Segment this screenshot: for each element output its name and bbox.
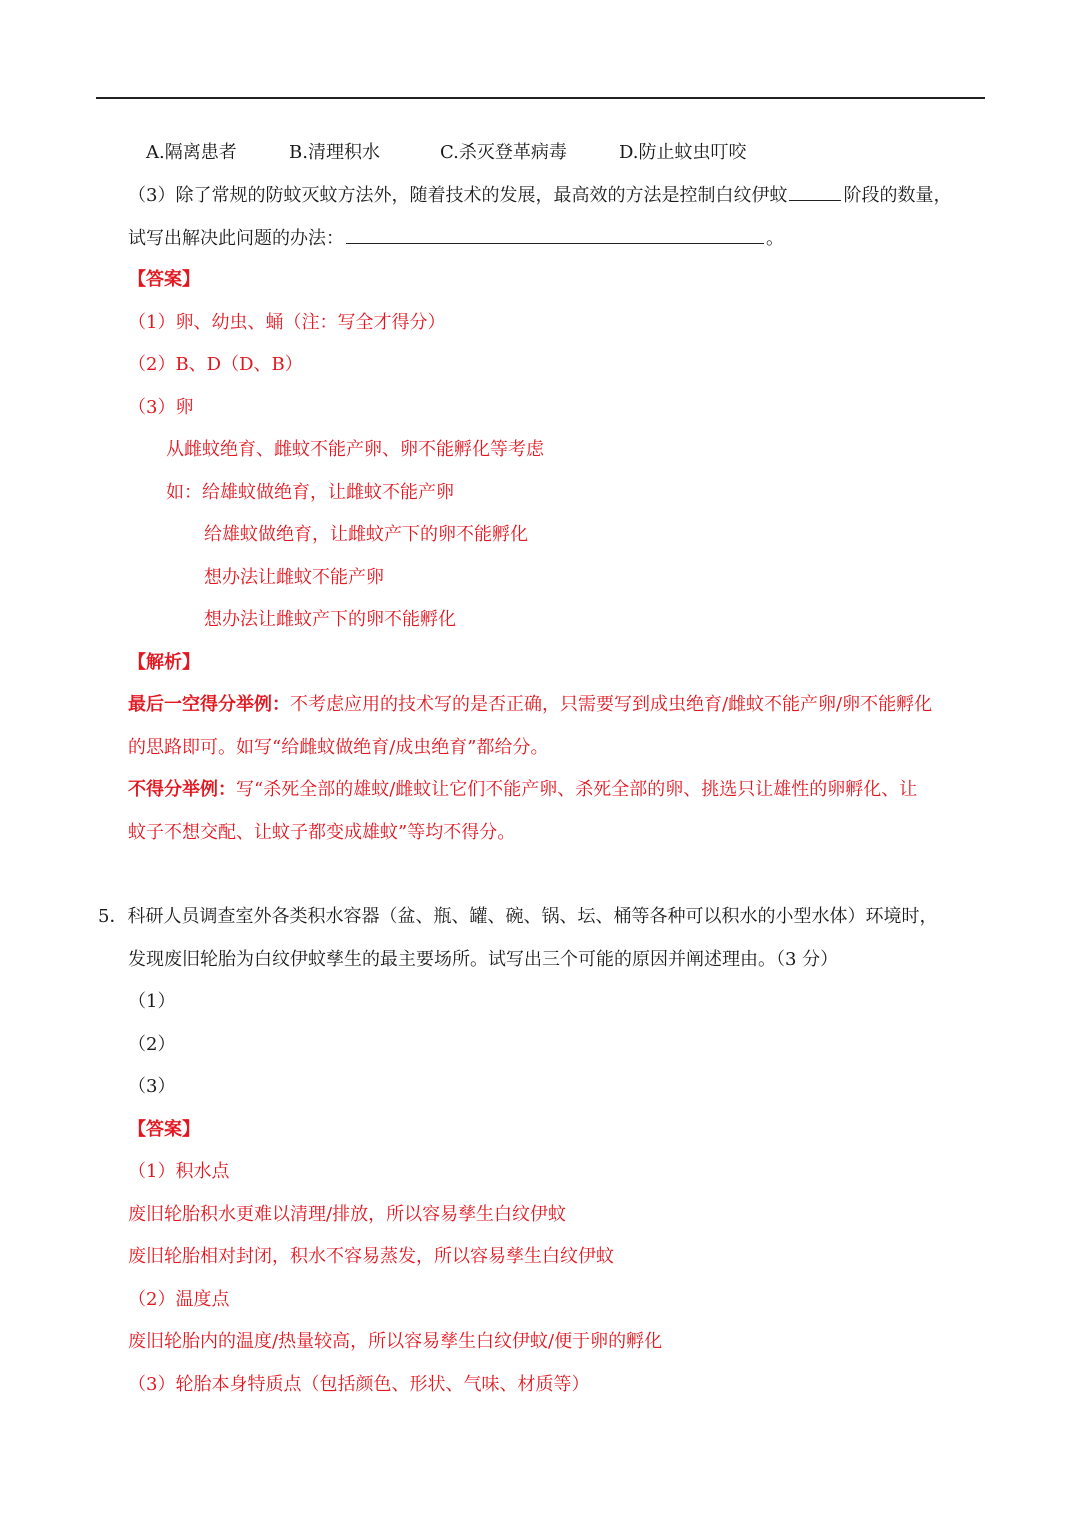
option-b: B.清理积水 [289,142,380,163]
q4-answer-header: 【答案】 [128,269,200,290]
q5-answer-header: 【答案】 [128,1119,200,1140]
q4-analysis-noscore-line2: 蚊子不想交配、让蚊子都变成雄蚊”等均不得分。 [128,822,516,843]
option-d: D.防止蚊虫叮咬 [619,142,747,163]
q5-answer-2-title: （2）温度点 [128,1289,230,1310]
q5-part-1: （1） [128,991,176,1012]
q4-part3-text-c: 试写出解决此问题的办法： [128,228,344,249]
q5-answer-1-title: （1）积水点 [128,1161,230,1182]
noscore-example-label: 不得分举例： [128,779,236,800]
q4-answer-3: （3）卵 [128,397,194,418]
q5-part-2: （2） [128,1034,176,1055]
q4-answer-2: （2）B、D（D、B） [128,354,303,375]
q4-analysis-score-line2: 的思路即可。如写“给雌蚊做绝育/成虫绝育”都给分。 [128,737,549,758]
q5-answer-3-title: （3）轮胎本身特质点（包括颜色、形状、气味、材质等） [128,1374,590,1395]
q4-part3-line1 [128,182,951,209]
q4-answer-1: （1）卵、幼虫、蛹（注：写全才得分） [128,312,446,333]
q5-question-line2: 发现废旧轮胎为白纹伊蚊孳生的最主要场所。试写出三个可能的原因并阐述理由。（3 分） [128,949,839,970]
q4-analysis-score-line1 [128,692,932,718]
q4-part3-text-a: （3）除了常规的防蚊灭蚊方法外，随着技术的发展，最高效的方法是控制白纹伊蚊 [128,185,788,206]
q4-analysis-header: 【解析】 [128,652,200,673]
q5-question-line1: 5．科研人员调查室外各类积水容器（盆、瓶、罐、碗、锅、坛、桶等各种可以积水的小型水体）环境时， [98,906,938,927]
q4-answer-3-detail: 从雌蚊绝育、雌蚊不能产卵、卵不能孵化等考虑 [166,439,544,460]
option-a: A.隔离患者 [146,142,237,163]
score-example-label: 最后一空得分举例： [128,694,290,715]
q4-example-4: 想办法让雌蚊产下的卵不能孵化 [204,609,456,630]
option-c: C.杀灭登革病毒 [440,142,567,163]
q4-part3-text-d: 。 [766,228,784,249]
q4-example-3: 想办法让雌蚊不能产卵 [204,567,384,588]
header-rule [96,97,985,99]
q5-answer-2-line1: 废旧轮胎内的温度/热量较高，所以容易孳生白纹伊蚊/便于卵的孵化 [128,1331,663,1352]
fill-blank-method [346,225,764,244]
q4-analysis-noscore-line1 [128,777,917,803]
q4-example-2: 给雄蚊做绝育，让雌蚊产下的卵不能孵化 [204,524,528,545]
q4-example-1: 如：给雄蚊做绝育，让雌蚊不能产卵 [166,482,454,503]
score-example-text: 不考虑应用的技术写的是否正确，只需要写到成虫绝育/雌蚊不能产卵/卵不能孵化 [290,694,933,715]
q5-part-3: （3） [128,1076,176,1097]
q4-part3-text-b: 阶段的数量， [843,185,952,206]
q5-answer-1-line1: 废旧轮胎积水更难以清理/排放，所以容易孳生白纹伊蚊 [128,1204,567,1225]
noscore-example-text: 写“杀死全部的雄蚊/雌蚊让它们不能产卵、杀死全部的卵、挑选只让雄性的卵孵化、让 [236,779,918,800]
q5-answer-1-line2: 废旧轮胎相对封闭，积水不容易蒸发，所以容易孳生白纹伊蚊 [128,1246,614,1267]
q4-part3-line2 [128,225,784,252]
fill-blank-stage [789,182,841,201]
